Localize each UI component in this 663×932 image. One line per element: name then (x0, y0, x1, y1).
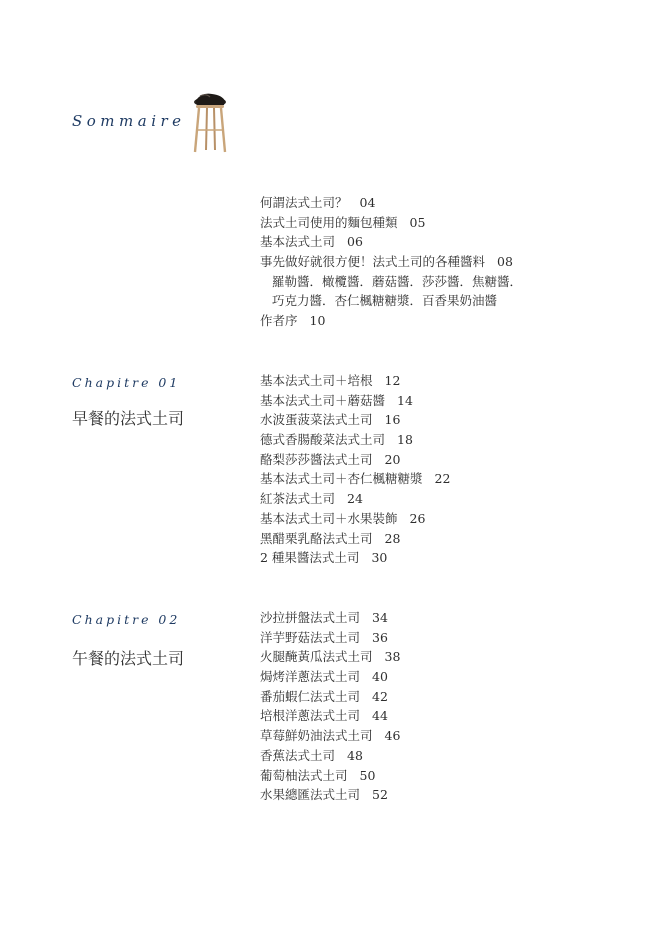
toc-entry (260, 785, 400, 805)
toc-entry-page: 42 (372, 688, 388, 704)
toc-entry-title: 焗烤洋蔥法式土司 (260, 669, 361, 685)
toc-entry (260, 469, 450, 489)
toc-entry-title: 香蕉法式土司 (260, 747, 336, 763)
toc-entry-title: 何謂法式土司？ (260, 195, 348, 210)
toc-entry-title: 法式土司使用的麵包種類 (260, 214, 398, 230)
toc-entry-title: 基本法式土司＋杏仁楓糖糖漿 (260, 471, 423, 487)
intro-toc (260, 193, 522, 331)
toc-entry-page: 52 (372, 787, 388, 803)
toc-entry-title: 紅茶法式土司 (260, 491, 336, 507)
toc-entry (260, 706, 400, 726)
toc-entry-page: 14 (397, 392, 413, 408)
toc-entry (260, 489, 450, 509)
toc-entry (260, 766, 400, 786)
toc-entry-page: 16 (384, 412, 401, 428)
chapter-2-label: Chapitre 02 (72, 612, 181, 627)
toc-entry (260, 548, 450, 568)
toc-entry-page: 05 (409, 214, 426, 230)
toc-entry-title: 基本法式土司＋水果裝飾 (260, 510, 398, 526)
chapter-1-title: 早餐的法式土司 (72, 409, 185, 428)
toc-entry-title: 基本法式土司＋培根 (260, 373, 373, 388)
toc-entry-title: 基本法式土司＋蘑菇醬 (260, 392, 386, 408)
toc-entry (260, 746, 400, 766)
toc-entry-title: 番茄蝦仁法式土司 (260, 688, 361, 704)
toc-entry-page: 20 (384, 451, 401, 467)
toc-entry-title: 洋芋野菇法式土司 (260, 629, 361, 645)
toc-entry (260, 647, 400, 667)
toc-entry (260, 667, 400, 687)
toc-entry-page: 44 (372, 708, 388, 724)
toc-entry (260, 272, 522, 292)
chapter-2-toc (260, 608, 400, 805)
toc-entry (260, 371, 450, 391)
toc-entry-title: 2 種果醬法式土司 (260, 550, 360, 566)
toc-entry-title: 培根洋蔥法式土司 (260, 708, 361, 724)
toc-entry-title: 羅勒醬．橄欖醬．蘑菇醬．莎莎醬．焦糖醬． (272, 273, 523, 289)
page-title: Sommaire (72, 112, 186, 130)
toc-entry (260, 193, 522, 213)
toc-entry-page: 40 (372, 669, 388, 685)
toc-entry-title: 水波蛋菠菜法式土司 (260, 412, 373, 428)
toc-entry (260, 232, 522, 252)
toc-entry-title: 作者序 (260, 313, 298, 329)
toc-entry-title: 葡萄柚法式土司 (260, 767, 348, 783)
toc-entry (260, 291, 522, 311)
toc-entry (260, 529, 450, 549)
toc-entry-title: 水果總匯法式土司 (260, 787, 361, 803)
toc-entry-page: 22 (434, 471, 451, 487)
toc-entry-title: 火腿醃黃瓜法式土司 (260, 649, 373, 665)
toc-entry-page: 50 (359, 767, 376, 783)
toc-entry-page: 18 (397, 432, 413, 448)
toc-entry-page: 48 (347, 747, 363, 763)
toc-entry-page: 26 (409, 510, 426, 526)
toc-entry (260, 726, 400, 746)
toc-entry (260, 628, 400, 648)
toc-entry-title: 德式香腸酸菜法式土司 (260, 432, 386, 448)
toc-entry (260, 410, 450, 430)
toc-entry (260, 509, 450, 529)
toc-entry (260, 311, 522, 331)
toc-entry-page: 30 (371, 550, 388, 566)
toc-entry-page: 34 (372, 610, 388, 625)
toc-entry (260, 450, 450, 470)
toc-entry (260, 213, 522, 233)
chapter-2-title: 午餐的法式土司 (72, 649, 185, 668)
toc-entry (260, 391, 450, 411)
toc-entry-title: 基本法式土司 (260, 234, 336, 250)
toc-entry-page: 10 (309, 313, 326, 329)
stool-illustration (188, 88, 230, 154)
toc-entry-page: 06 (347, 234, 363, 250)
toc-entry-page: 24 (347, 491, 363, 507)
toc-entry-title: 黑醋栗乳酪法式土司 (260, 530, 373, 546)
toc-entry-page: 28 (384, 530, 401, 546)
chapter-1-toc (260, 371, 450, 568)
toc-entry-page: 08 (497, 254, 513, 270)
toc-entry-title: 巧克力醬．杏仁楓糖糖漿．百香果奶油醬 (272, 293, 498, 309)
toc-entry (260, 687, 400, 707)
toc-entry-page: 04 (359, 195, 376, 210)
toc-entry-title: 事先做好就很方便！法式土司的各種醬料 (260, 254, 486, 270)
toc-entry-page: 36 (372, 629, 388, 645)
toc-entry-title: 沙拉拼盤法式土司 (260, 610, 361, 625)
toc-entry-page: 46 (384, 728, 401, 744)
toc-entry-title: 酪梨莎莎醬法式土司 (260, 451, 373, 467)
toc-entry-page: 38 (384, 649, 401, 665)
toc-entry-page: 12 (384, 373, 401, 388)
toc-entry (260, 252, 522, 272)
toc-entry-title: 草莓鮮奶油法式土司 (260, 728, 373, 744)
toc-entry (260, 430, 450, 450)
chapter-1-label: Chapitre 01 (72, 375, 181, 390)
toc-entry (260, 608, 400, 628)
